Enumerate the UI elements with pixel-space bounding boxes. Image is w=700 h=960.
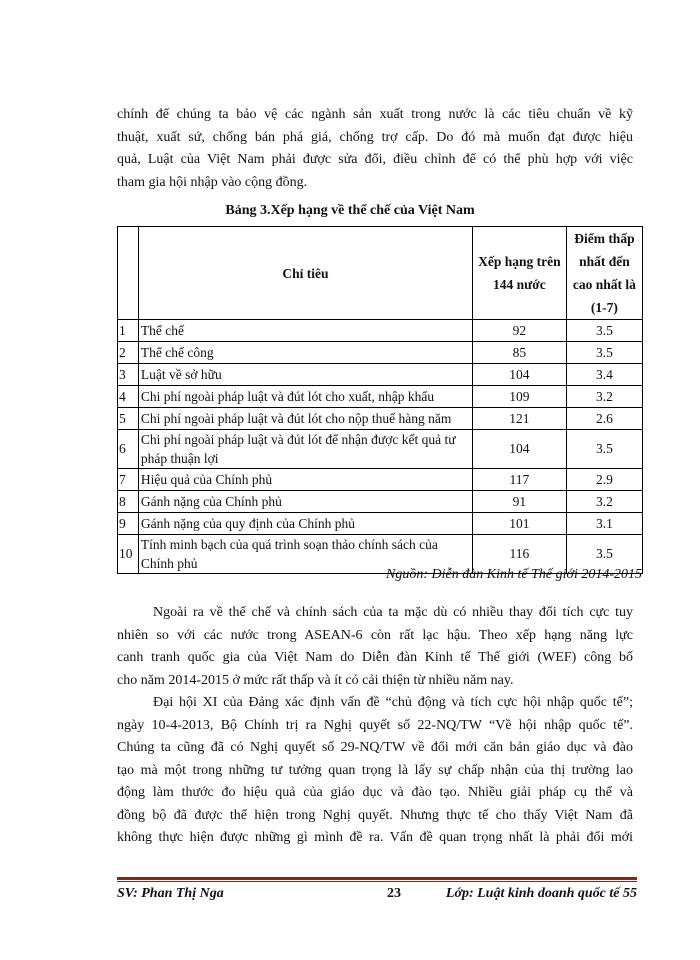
row-indicator: Thể chế [138,320,472,342]
row-score: 3.1 [566,513,642,535]
row-number: 2 [118,342,139,364]
row-number: 6 [118,430,139,469]
row-score: 3.5 [566,535,642,574]
paragraph-line: cho năm 2014-2015 ở mức rất thấp và ít có cải thiện từ nhiều năm nay. [117,672,514,688]
footer-class: Lớp: Luật kinh doanh quốc tế 55 [445,886,637,901]
table-source: Nguồn: Diễn đàn Kinh tế Thế giới 2014-2015 [386,567,642,582]
intro-line: thuật, xuất sứ, chống bán phá giá, chống trợ cấp. Do đó mà muốn đạt được hiệu [117,129,633,145]
paragraph-line: Chúng ta cũng đã có Nghị quyết số 29-NQ/TW về đổi mới căn bản giáo dục và đào [117,740,633,755]
table-row [118,320,643,342]
footer-rule [117,877,637,880]
paragraph-integration [117,692,633,850]
row-score: 3.2 [566,491,642,513]
row-indicator: Chi phí ngoài pháp luật và đút lót cho xuất, nhập khẩu [138,386,472,408]
table-row [118,513,643,535]
table-header-row [118,227,643,320]
row-score: 3.5 [566,320,642,342]
intro-line: quả, Luật của Việt Nam phải được sửa đổi, điều chỉnh để có thể phù hợp với việc [117,152,633,167]
row-score: 3.4 [566,364,642,386]
row-rank: 91 [472,491,566,513]
row-rank: 121 [472,408,566,430]
intro-line: chính để chúng ta bảo vệ các ngành sản xuất trong nước là các tiêu chuẩn về kỹ [117,107,633,122]
row-rank: 92 [472,320,566,342]
page-number: 23 [387,886,401,901]
header-indicator: Chỉ tiêu [138,227,472,320]
row-number: 1 [118,320,139,342]
row-rank: 101 [472,513,566,535]
table-caption: Bảng 3.Xếp hạng về thể chế của Việt Nam [225,203,475,218]
row-indicator: Gánh nặng của Chính phủ [138,491,472,513]
footer-rule-thin [117,881,637,882]
table-row [118,386,643,408]
paragraph-line: Đại hội XI của Đảng xác định vấn đề “chủ động và tích cực hội nhập quốc tế”; [153,695,633,710]
row-number: 7 [118,469,139,491]
row-indicator: Luật về sở hữu [138,364,472,386]
table-row [118,408,643,430]
row-score: 2.9 [566,469,642,491]
footer-student: SV: Phan Thị Nga [117,886,224,901]
row-indicator: Chi phí ngoài pháp luật và đút lót để nhận được kết quả tư pháp thuận lợi [138,430,472,469]
row-indicator: Hiệu quả của Chính phủ [138,469,472,491]
row-rank: 104 [472,430,566,469]
row-indicator: Tính minh bạch của quá trình soạn thảo chính sách của Chính phủ [138,535,472,574]
paragraph-line: tạo mà một trong những tư tưởng quan trọng là lấy sự chấp nhận của thị trường lao [117,762,633,778]
table-row [118,342,643,364]
table-row [118,430,643,469]
paragraph-line: không thực hiện được những gì mình đề ra. Vấn đề quan trọng nhất là phải đổi mới [117,830,633,845]
row-score: 3.5 [566,342,642,364]
row-rank: 109 [472,386,566,408]
row-score: 3.2 [566,386,642,408]
paragraph-line: ngày 10-4-2013, Bộ Chính trị ra Nghị quyết số 22-NQ/TW “Về hội nhập quốc tế”. [117,717,633,733]
row-number: 5 [118,408,139,430]
row-score: 2.6 [566,408,642,430]
paragraph-line: động làm thước đo hiệu quả của giáo dục và đào tạo. Nhiều giải pháp cụ thể và [117,785,633,800]
intro-paragraph [117,104,633,194]
row-number: 9 [118,513,139,535]
paragraph-line: nhiên so với các nước trong ASEAN-6 còn rất lạc hậu. Theo xếp hạng năng lực [117,627,633,643]
table-row [118,491,643,513]
row-rank: 85 [472,342,566,364]
row-number: 8 [118,491,139,513]
institution-ranking-table [117,226,643,574]
paragraph-line: Ngoài ra về thể chế và chính sách của ta mặc dù có nhiều thay đổi tích cực tuy [153,605,633,620]
row-number: 4 [118,386,139,408]
header-rank: Xếp hạng trên 144 nước [472,227,566,320]
paragraph-line: canh tranh quốc gia của Việt Nam do Diễn đàn Kinh tế Thế giới (WEF) công bố [117,650,633,665]
header-number [118,227,139,320]
table-row [118,469,643,491]
table-row [118,364,643,386]
paragraph-institutions [117,602,633,692]
row-score: 3.5 [566,430,642,469]
row-indicator: Thể chế công [138,342,472,364]
row-number: 3 [118,364,139,386]
row-rank: 104 [472,364,566,386]
row-indicator: Chi phí ngoài pháp luật và đút lót cho nộp thuế hàng năm [138,408,472,430]
row-number: 10 [118,535,139,574]
header-score: Điểm thấp nhất đến cao nhất là (1-7) [566,227,642,320]
row-rank: 117 [472,469,566,491]
paragraph-line: đồng bộ đã được thể hiện trong Nghị quyết. Nhưng thực tế cho thấy Việt Nam đã [117,807,633,823]
row-rank: 116 [472,535,566,574]
row-indicator: Gánh nặng của quy định của Chính phủ [138,513,472,535]
intro-line: tham gia hội nhập vào cộng đồng. [117,174,308,190]
